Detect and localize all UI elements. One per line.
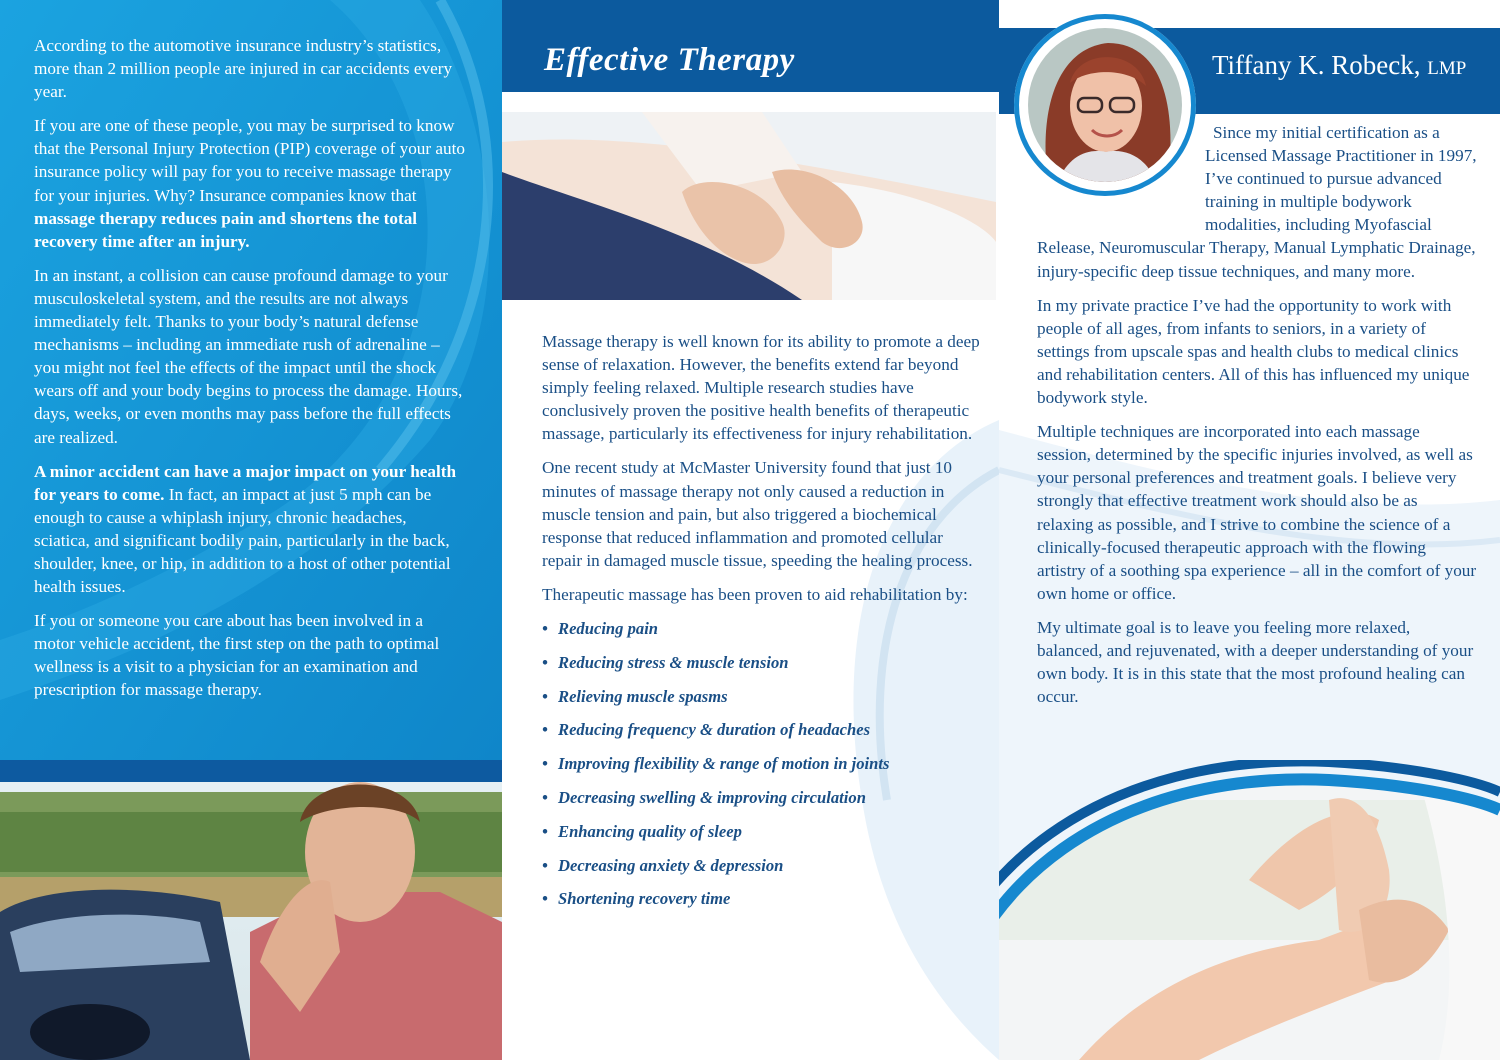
paragraph: One recent study at McMaster University found that just 10 minutes of massage therapy not only caused a reduction in muscle tension and pain, but also triggered a biochemical response that reduced inflammation and promoted cellular repair in damaged muscle tissue, speeding the healing process.	[542, 458, 973, 570]
list-item	[542, 651, 982, 685]
list-item	[542, 685, 982, 719]
paragraph: Multiple techniques are incorporated into each massage session, determined by the specific injuries involved, as well as your personal preferences and treatment goals. I believe very strongly that effective treatment work should also be as relaxing as possible, and I strive to combine the science of a clinically-focused therapeutic approach with the flowing artistry of a soothing spa experience – all in the comfort of your own home or office.	[1037, 422, 1477, 603]
paragraph-text: In an instant, a collision can cause profound damage to your musculoskeletal system, and the results are not always immediately felt. Thanks to your body’s natural defense mechanisms – including an immediate rush of adrenaline – you might not feel the effects of the impact until the shock wears off and your body begins to process the damage. Hours, days, weeks, or even months may pass before the full effects are realized.	[34, 265, 463, 447]
credential: LMP	[1427, 58, 1467, 79]
divider-band	[0, 760, 502, 782]
list-item-label: Relieving muscle spasms	[558, 686, 728, 706]
paragraph: My ultimate goal is to leave you feeling more relaxed, balanced, and rejuvenated, with a deeper understanding of your own body. It is in this state that the most profound healing can occur.	[1037, 617, 1474, 707]
list-item-label: Shortening recovery time	[558, 889, 731, 909]
section-title: Effective Therapy	[544, 42, 795, 78]
list-item-label: Reducing stress & muscle tension	[558, 652, 789, 672]
paragraph	[34, 264, 466, 449]
middle-article	[542, 330, 982, 921]
paragraph-text: According to the automotive insurance industry’s statistics, more than 2 million people are injured in car accidents every year.	[34, 36, 453, 102]
list-item-label: Enhancing quality of sleep	[558, 821, 742, 841]
paragraph: Since my initial certification as a Licensed Massage Practitioner in 1997, I’ve continued to pursue advanced training in multiple bodywork modalities, including Myofascial Release, Neuromuscular Therapy, Manual Lymphatic Drainage, injury-specific deep tissue techniques, and many more.	[1037, 123, 1477, 281]
list-item	[542, 617, 982, 651]
list-item	[542, 820, 982, 854]
name-text: Tiffany K. Robeck,	[1212, 50, 1421, 80]
car-accident-image	[0, 782, 502, 1060]
right-panel	[999, 0, 1500, 1060]
massage-photo	[502, 112, 996, 300]
paragraph-emphasis: massage therapy reduces pain and shortens the total recovery time after an injury.	[34, 208, 418, 251]
list-item-label: Reducing pain	[558, 619, 659, 639]
paragraph: In my private practice I’ve had the opportunity to work with people of all ages, from infants to seniors, in a variety of settings from upscale spas and health clubs to medical clinics and rehabilitation centers. All of this has influenced my unique bodywork style.	[1037, 295, 1470, 408]
middle-panel	[502, 0, 999, 1060]
bullet-icon: •	[542, 619, 548, 639]
paragraph: Massage therapy is well known for its ability to promote a deep sense of relaxation. However, the benefits extend far beyond simply feeling relaxed. Multiple research studies have conclusively proven the positive health benefits of therapeutic massage, particularly its effectiveness for injury rehabilitation.	[542, 332, 980, 444]
therapist-name	[1212, 50, 1466, 81]
bullet-icon: •	[542, 720, 548, 740]
list-item	[542, 786, 982, 820]
foot-massage-image	[999, 760, 1500, 1060]
bio-article	[1037, 121, 1477, 719]
paragraph: Therapeutic massage has been proven to aid rehabilitation by:	[542, 584, 968, 604]
list-item-label: Improving flexibility & range of motion in joints	[558, 754, 890, 774]
bullet-icon: •	[542, 788, 548, 808]
bullet-icon: •	[542, 686, 548, 706]
paragraph-emphasis: A minor accident can have a major impact on your health for years to come.	[34, 461, 457, 504]
list-item-label: Decreasing swelling & improving circulation	[558, 788, 866, 808]
bullet-icon: •	[542, 754, 548, 774]
bullet-icon: •	[542, 855, 548, 875]
paragraph	[34, 34, 466, 103]
paragraph-text: If you are one of these people, you may be surprised to know that the Personal Injury Protection (PIP) coverage of your auto insurance policy will pay for you to receive massage therapy for your injuries. Why? Insurance companies know that	[34, 116, 466, 205]
list-item-label: Decreasing anxiety & depression	[558, 855, 784, 875]
list-item	[542, 718, 982, 752]
bullet-icon: •	[542, 889, 548, 909]
list-item-label: Reducing frequency & duration of headaches	[558, 720, 871, 740]
portrait-text-wrap	[1037, 121, 1205, 217]
paragraph	[34, 460, 466, 599]
paragraph	[34, 114, 466, 253]
paragraph	[34, 609, 466, 701]
injured-man-photo	[0, 782, 502, 1060]
benefits-list	[542, 617, 982, 921]
list-item	[542, 854, 982, 888]
bullet-icon: •	[542, 652, 548, 672]
list-item	[542, 887, 982, 921]
paragraph-text: If you or someone you care about has been involved in a motor vehicle accident, the first step on the path to optimal wellness is a visit to a physician for an examination and prescription for massage therapy.	[34, 611, 440, 700]
back-massage-image	[502, 112, 996, 300]
bullet-icon: •	[542, 821, 548, 841]
paragraph-text: In fact, an impact at just 5 mph can be enough to cause a whiplash injury, chronic headaches, sciatica, and significant bodily pain, particularly in the back, shoulder, knee, or hip, in addition to a host of other potential health issues.	[34, 484, 451, 597]
list-item	[542, 752, 982, 786]
left-panel	[0, 0, 502, 1060]
left-article	[34, 34, 466, 713]
